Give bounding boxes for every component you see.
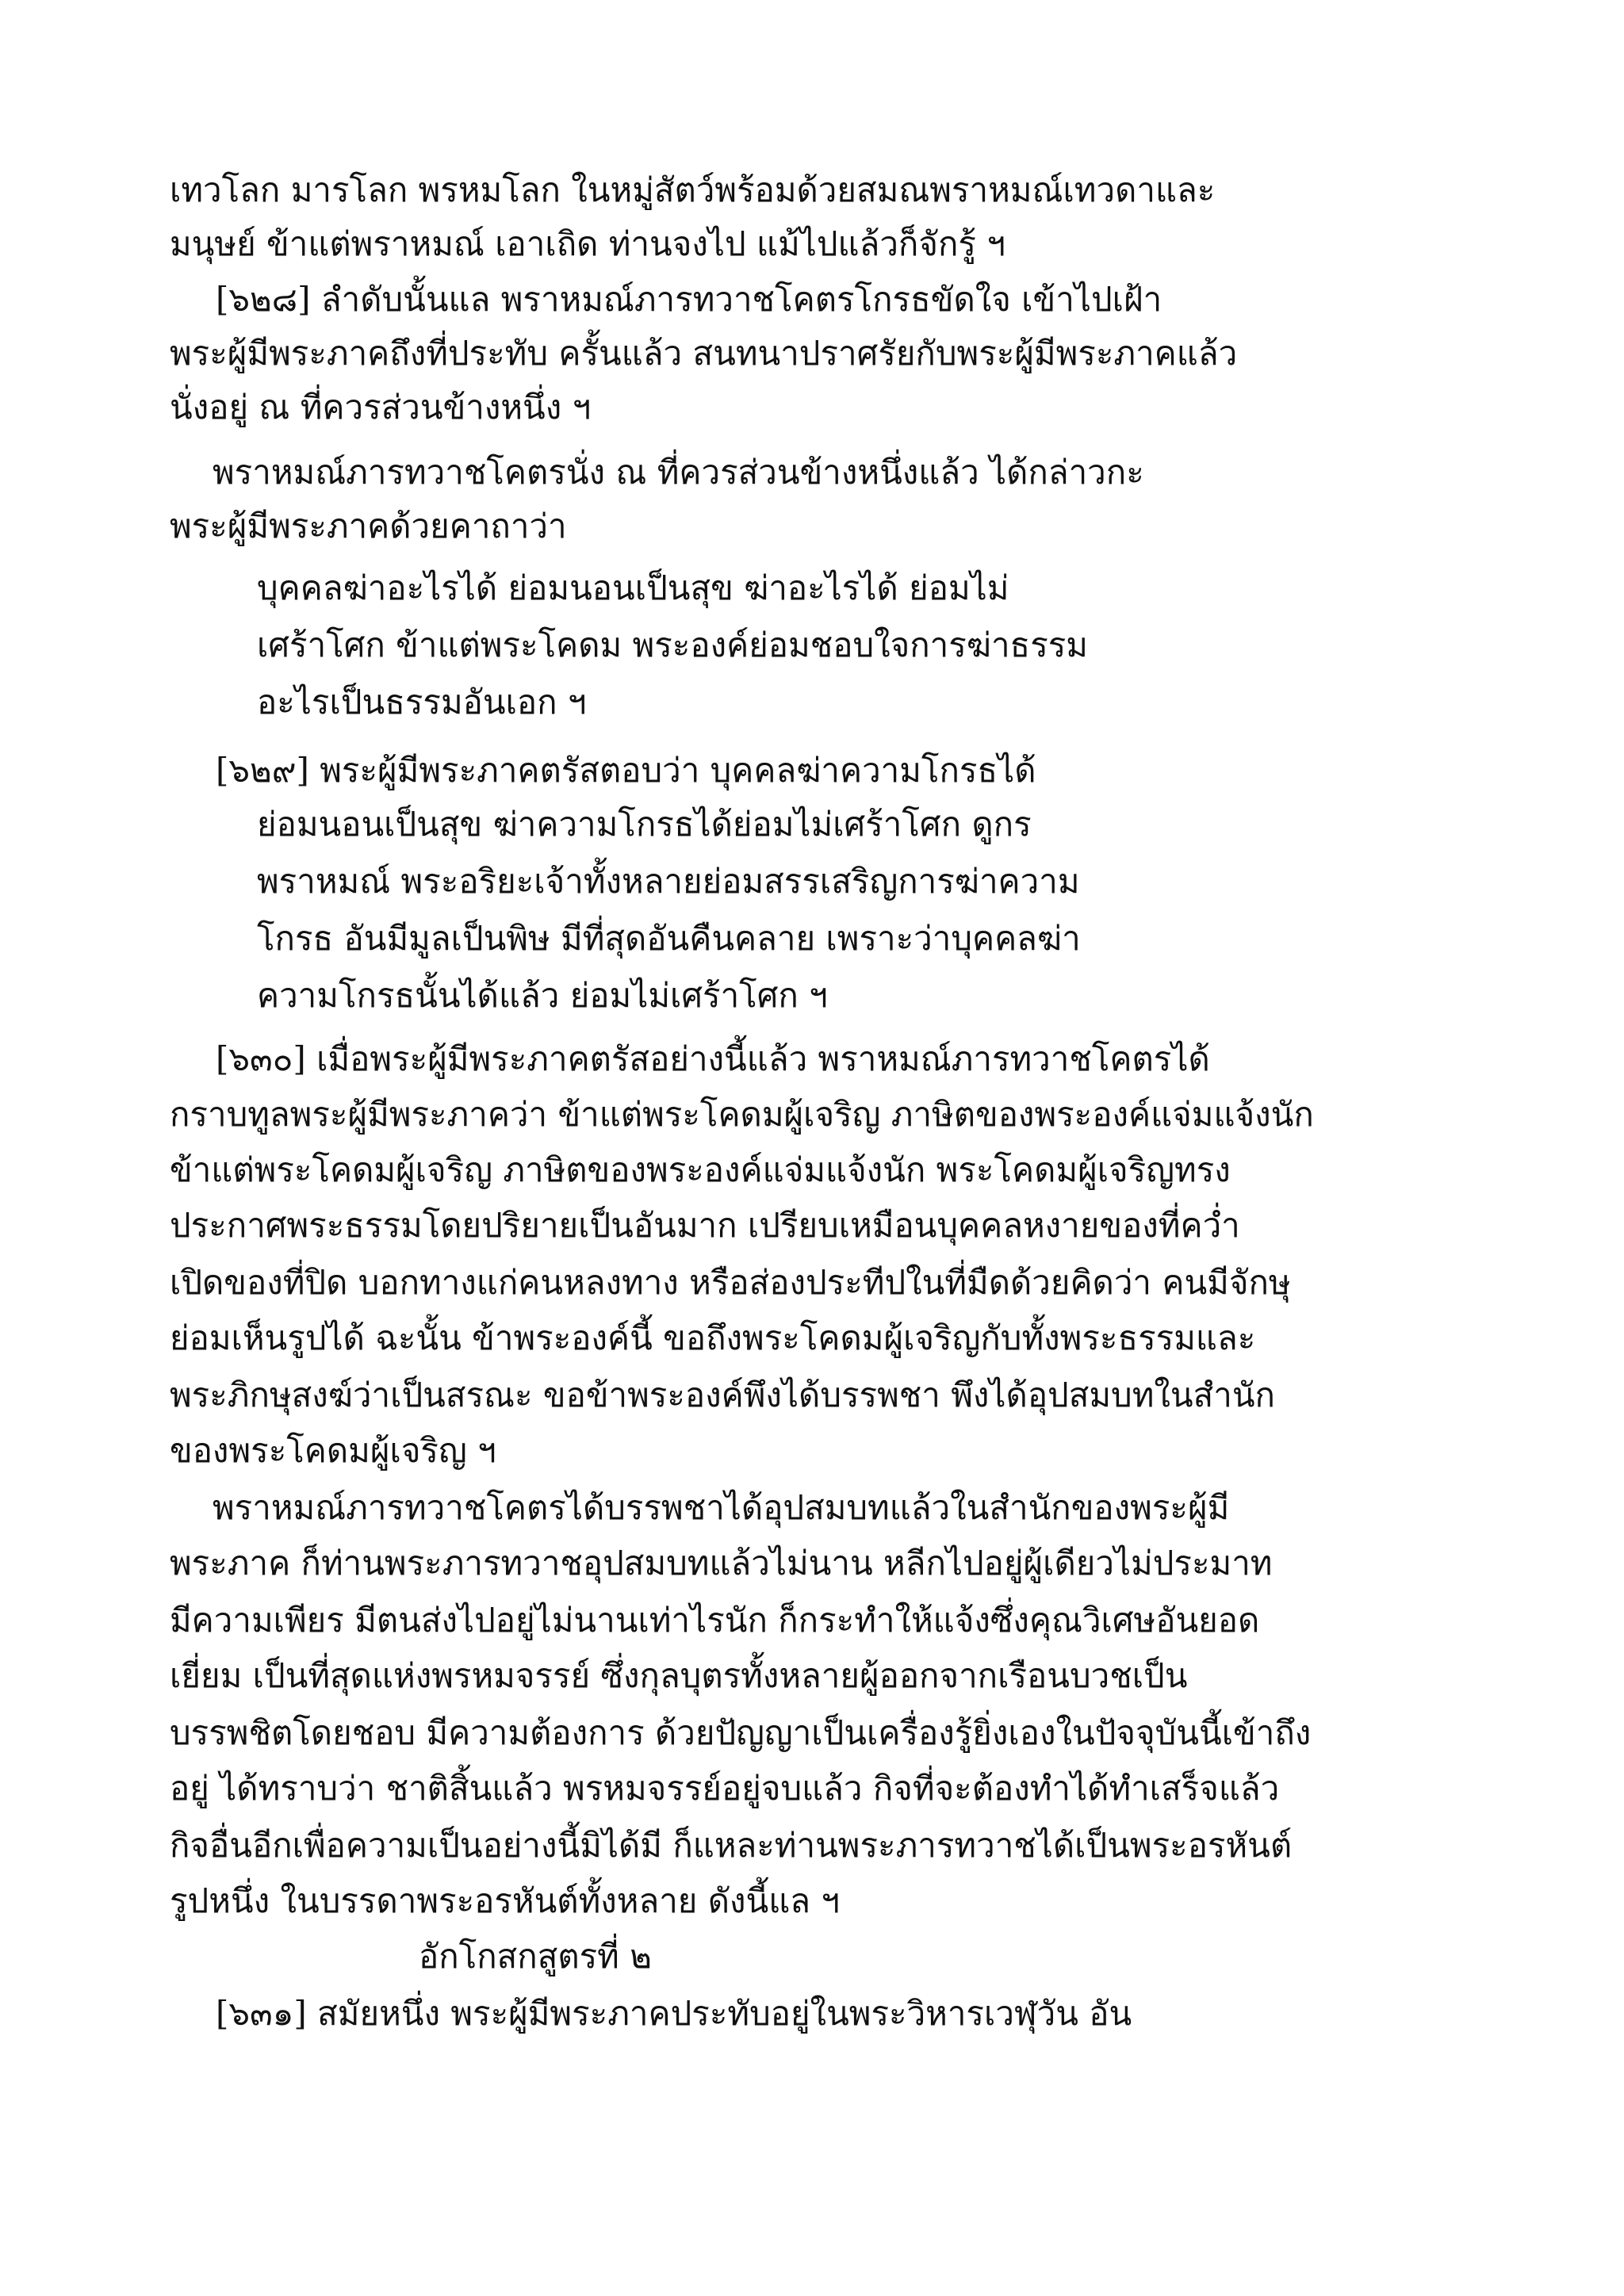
verse-line: ย่อมนอนเป็นสุข ฆ่าความโกรธได้ย่อมไม่เศร้าโศก ดูกร [257,805,1032,844]
text-line: เทวโลก มารโลก พรหมโลก ในหมู่สัตว์พร้อมด้วยสมณพราหมณ์เทวดาและ [170,170,1216,209]
text-line: พระผู้มีพระภาคด้วยคาถาว่า [170,507,567,545]
text-line: ข้าแต่พระโคดมผู้เจริญ ภาษิตของพระองค์แจ่มแจ้งนัก พระโคดมผู้เจริญทรง [170,1150,1231,1189]
text-line: บรรพชิตโดยชอบ มีความต้องการ ด้วยปัญญาเป็นเครื่องรู้ยิ่งเองในปัจจุบันนี้เข้าถึง [170,1713,1312,1752]
sutta-heading: อักโกสกสูตรที่ ๒ [419,1937,652,1976]
paragraph-631-line: [๖๓๑] สมัยหนึ่ง พระผู้มีพระภาคประทับอยู่ในพระวิหารเวฬุวัน อัน [216,1994,1132,2033]
text-line: อยู่ ได้ทราบว่า ชาติสิ้นแล้ว พรหมจรรย์อยู่จบแล้ว กิจที่จะต้องทำได้ทำเสร็จแล้ว [170,1769,1280,1808]
paragraph-630-line: [๖๓๐] เมื่อพระผู้มีพระภาคตรัสอย่างนี้แล้ว พราหมณ์ภารทวาชโคตรได้ [216,1039,1210,1078]
verse-line: โกรธ อันมีมูลเป็นพิษ มีที่สุดอันคืนคลาย เพราะว่าบุคคลฆ่า [257,919,1081,958]
text-line: กิจอื่นอีกเพื่อความเป็นอย่างนี้มิได้มี ก็แหละท่านพระภารทวาชได้เป็นพระอรหันต์ [170,1826,1293,1865]
verse-line: พราหมณ์ พระอริยะเจ้าทั้งหลายย่อมสรรเสริญการฆ่าความ [257,862,1080,901]
text-line: ย่อมเห็นรูปได้ ฉะนั้น ข้าพระองค์นี้ ขอถึงพระโคดมผู้เจริญกับทั้งพระธรรมและ [170,1318,1256,1357]
text-line: เปิดของที่ปิด บอกทางแก่คนหลงทาง หรือส่องประทีปในที่มืดด้วยคิดว่า คนมีจักษุ [170,1263,1291,1302]
text-line: ประกาศพระธรรมโดยปริยายเป็นอันมาก เปรียบเหมือนบุคคลหงายของที่คว่ำ [170,1206,1240,1245]
paragraph-628-line: [๖๒๘] ลำดับนั้นแล พราหมณ์ภารทวาชโคตรโกรธขัดใจ เข้าไปเฝ้า [216,280,1162,319]
text-line: ของพระโคดมผู้เจริญ ฯ [170,1431,496,1470]
verse-line: อะไรเป็นธรรมอันเอก ฯ [257,683,587,721]
text-line: พระภาค ก็ท่านพระภารทวาชอุปสมบทแล้วไม่นาน หลีกไปอยู่ผู้เดียวไม่ประมาท [170,1544,1273,1582]
text-line: มีความเพียร มีตนส่งไปอยู่ไม่นานเท่าไรนัก ก็กระทำให้แจ้งซึ่งคุณวิเศษอันยอด [170,1601,1260,1640]
text-line: รูปหนึ่ง ในบรรดาพระอรหันต์ทั้งหลาย ดังนี้แล ฯ [170,1881,840,1920]
text-line: กราบทูลพระผู้มีพระภาคว่า ข้าแต่พระโคดมผู้เจริญ ภาษิตของพระองค์แจ่มแจ้งนัก [170,1095,1314,1134]
text-line: พระผู้มีพระภาคถึงที่ประทับ ครั้นแล้ว สนทนาปราศรัยกับพระผู้มีพระภาคแล้ว [170,334,1238,373]
verse-line: เศร้าโศก ข้าแต่พระโคดม พระองค์ย่อมชอบใจการฆ่าธรรม [257,626,1088,664]
text-line: เยี่ยม เป็นที่สุดแห่งพรหมจรรย์ ซึ่งกุลบุตรทั้งหลายผู้ออกจากเรือนบวชเป็น [170,1656,1188,1695]
text-line: พราหมณ์ภารทวาชโคตรนั่ง ณ ที่ควรส่วนข้างหนึ่งแล้ว ได้กล่าวกะ [213,453,1144,492]
text-line: นั่งอยู่ ณ ที่ควรส่วนข้างหนึ่ง ฯ [170,388,592,427]
verse-line: บุคคลฆ่าอะไรได้ ย่อมนอนเป็นสุข ฆ่าอะไรได้ ย่อมไม่ [257,568,1009,607]
paragraph-629-line: [๖๒๙] พระผู้มีพระภาคตรัสตอบว่า บุคคลฆ่าความโกรธได้ [216,751,1036,790]
text-line: มนุษย์ ข้าแต่พราหมณ์ เอาเถิด ท่านจงไป แม้ไปแล้วก็จักรู้ ฯ [170,224,1005,263]
text-line: พระภิกษุสงฆ์ว่าเป็นสรณะ ขอข้าพระองค์พึงได้บรรพชา พึงได้อุปสมบทในสำนัก [170,1376,1275,1414]
text-line: พราหมณ์ภารทวาชโคตรได้บรรพชาได้อุปสมบทแล้วในสำนักของพระผู้มี [213,1488,1230,1527]
verse-line: ความโกรธนั้นได้แล้ว ย่อมไม่เศร้าโศก ฯ [257,976,828,1015]
